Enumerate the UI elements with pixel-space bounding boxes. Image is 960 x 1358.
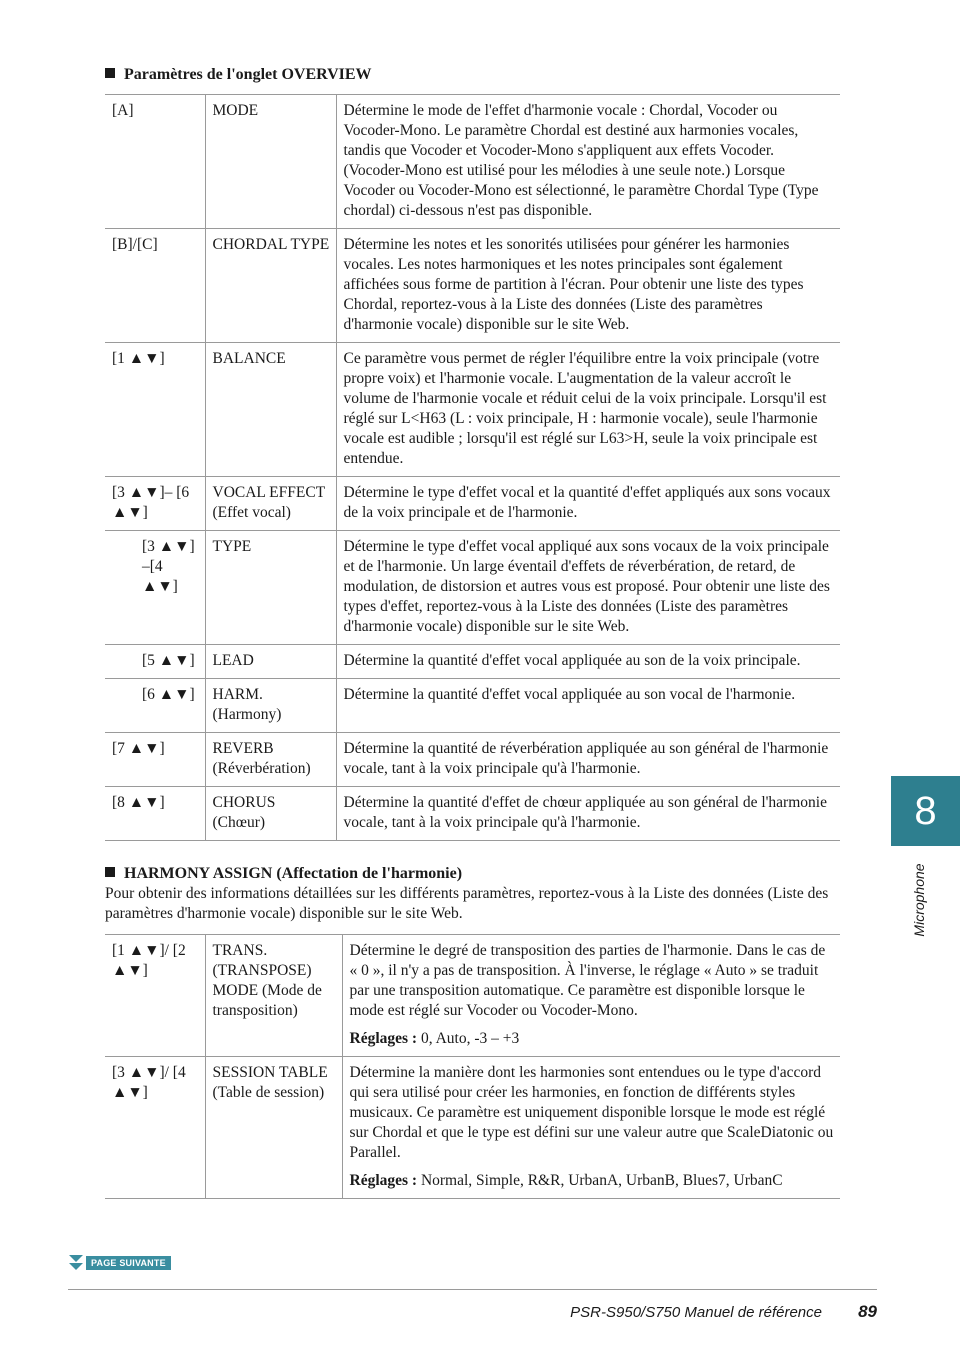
param-key: [8 ▲▼] [105, 787, 205, 841]
settings-line [350, 1029, 835, 1049]
param-desc: Détermine le mode de l'effet d'harmonie vocale : Chordal, Vocoder ou Vocoder-Mono. Le paramètre Chordal est destiné aux harmonies vocales, tandis que Vocoder et Vocoder-Mono s'appliquent aux effets Vocoder. (Vocoder-Mono est utilisé pour les mélodies à une seule note.) Lorsque Vocoder ou Vocoder-Mono est sélectionné, le paramètre Chordal Type (Type chordal) ci-dessous n'est pas disponible. [343, 102, 819, 219]
param-key: [1 ▲▼] [105, 343, 205, 477]
param-key: [B]/[C] [105, 229, 205, 343]
square-bullet-icon [105, 68, 115, 78]
param-desc: Détermine la quantité d'effet vocal appliquée au son vocal de l'harmonie. [343, 686, 796, 703]
param-name: HARM. (Harmony) [205, 679, 336, 733]
settings-label: Réglages : [349, 1172, 418, 1189]
param-desc: Détermine le type d'effet vocal appliqué aux sons vocaux de la voix principale et de l'harmonie. Un large éventail d'effets de réverbération, de retard, de modulation, de distorsion et autres vous est proposé. Pour obtenir une liste des types d'effet, reportez-vous à la Liste des données (Liste des paramètres d'harmonie vocale) disponible sur le site Web. [343, 538, 830, 635]
table-row [105, 935, 840, 1057]
table-row [105, 229, 840, 343]
square-bullet-icon [105, 867, 115, 877]
param-desc-text: Détermine le degré de transposition des parties de l'harmonie. Dans le cas de « 0 », il n'y a pas de transposition. À l'inverse, le réglage « Auto » se traduit par une transposition automatique. Ce paramètre est disponible lorsque le mode est réglé sur Vocoder ou Vocoder-Mono. [349, 942, 826, 1019]
footer-title: PSR-S950/S750 Manuel de référence [570, 1304, 822, 1321]
param-desc: Détermine la quantité d'effet de chœur appliquée au son général de l'harmonie vocale, tant à la voix principale qu'à l'harmonie. [343, 794, 827, 831]
param-name: MODE [205, 95, 336, 229]
param-key: [6 ▲▼] [105, 679, 205, 733]
param-key: [3 ▲▼]/ [4 ▲▼] [105, 1057, 205, 1199]
param-name: REVERB (Réverbération) [205, 733, 336, 787]
table-row [105, 679, 840, 733]
harmony-table [105, 934, 840, 1199]
param-desc [342, 935, 840, 1057]
param-key: [1 ▲▼]/ [2 ▲▼] [105, 935, 205, 1057]
chapter-label: Microphone [911, 863, 927, 937]
param-name: LEAD [205, 645, 336, 679]
table-row [105, 733, 840, 787]
next-page-indicator[interactable] [68, 1253, 171, 1273]
param-desc-text: Détermine la manière dont les harmonies sont entendues ou le type d'accord qui sera utilisé pour créer les harmonies, en fonction de différents styles musicaux. Ce paramètre est uniquement disponible lorsque le mode est réglé sur Chordal et que le type est défini sur une valeur autre que ScaleDiatonic ou Parallel. [349, 1064, 834, 1161]
harmony-intro: Pour obtenir des informations détaillées sur les différents paramètres, reportez-vous à la Liste des données (Liste des paramètres d'harmonie vocale) disponible sur le site Web. [105, 885, 829, 922]
double-chevron-down-icon [68, 1253, 84, 1273]
table-row [105, 787, 840, 841]
param-key: [7 ▲▼] [105, 733, 205, 787]
next-page-label: PAGE SUIVANTE [86, 1256, 171, 1270]
param-desc: Détermine le type d'effet vocal et la quantité d'effet appliqués aux sons vocaux de la voix principale et de l'harmonie. [343, 484, 831, 521]
table-row [105, 645, 840, 679]
param-desc: Détermine la quantité de réverbération appliquée au son général de l'harmonie vocale, tant à la voix principale qu'à l'harmonie. [343, 740, 829, 777]
settings-value: Normal, Simple, R&R, UrbanA, UrbanB, Blues7, UrbanC [420, 1172, 783, 1189]
param-name: TYPE [205, 531, 336, 645]
param-desc: Ce paramètre vous permet de régler l'équilibre entre la voix principale (votre propre voix) et l'harmonie vocale. L'augmentation de la valeur accroît le volume de l'harmonie vocale et réduit celui de la voix principale. Lorsqu'il est réglé sur L<H63 (L : voix principale, H : harmonie vocale), seule l'harmonie vocale est audible ; lorsqu'il est réglé sur L63>H, seule la voix principale est entendue. [343, 350, 827, 467]
param-name: SESSION TABLE (Table de session) [205, 1057, 342, 1199]
overview-table [105, 94, 840, 841]
page-number: 89 [858, 1302, 877, 1321]
table-row [105, 531, 840, 645]
param-key: [A] [105, 95, 205, 229]
table-row [105, 95, 840, 229]
param-name: CHORDAL TYPE [205, 229, 336, 343]
param-key: [3 ▲▼] –[4 ▲▼] [105, 531, 205, 645]
table-row [105, 1057, 840, 1199]
param-key: [3 ▲▼]– [6 ▲▼] [105, 477, 205, 531]
param-name: BALANCE [205, 343, 336, 477]
settings-line [350, 1171, 835, 1191]
overview-heading: Paramètres de l'onglet OVERVIEW [105, 65, 372, 85]
table-row [105, 343, 840, 477]
chapter-tab[interactable]: 8 [891, 776, 960, 846]
param-desc: Détermine la quantité d'effet vocal appliquée au son de la voix principale. [343, 652, 801, 669]
param-name: TRANS. (TRANSPOSE) MODE (Mode de transposition) [205, 935, 342, 1057]
settings-label: Réglages : [349, 1030, 418, 1047]
param-desc: Détermine les notes et les sonorités utilisées pour générer les harmonies vocales. Les notes harmoniques et les notes principales sont également affichées sous forme de partition à l'écran. Pour obtenir une liste des types Chordal, reportez-vous à la Liste des données (Liste des paramètres d'harmonie vocale) disponible sur le site Web. [343, 236, 804, 333]
footer-divider [68, 1289, 877, 1290]
param-key: [5 ▲▼] [105, 645, 205, 679]
table-row [105, 477, 840, 531]
settings-value: 0, Auto, -3 – +3 [420, 1030, 520, 1047]
param-name: VOCAL EFFECT (Effet vocal) [205, 477, 336, 531]
param-name: CHORUS (Chœur) [205, 787, 336, 841]
harmony-heading: HARMONY ASSIGN (Affectation de l'harmonie) [105, 864, 462, 884]
param-desc [342, 1057, 840, 1199]
